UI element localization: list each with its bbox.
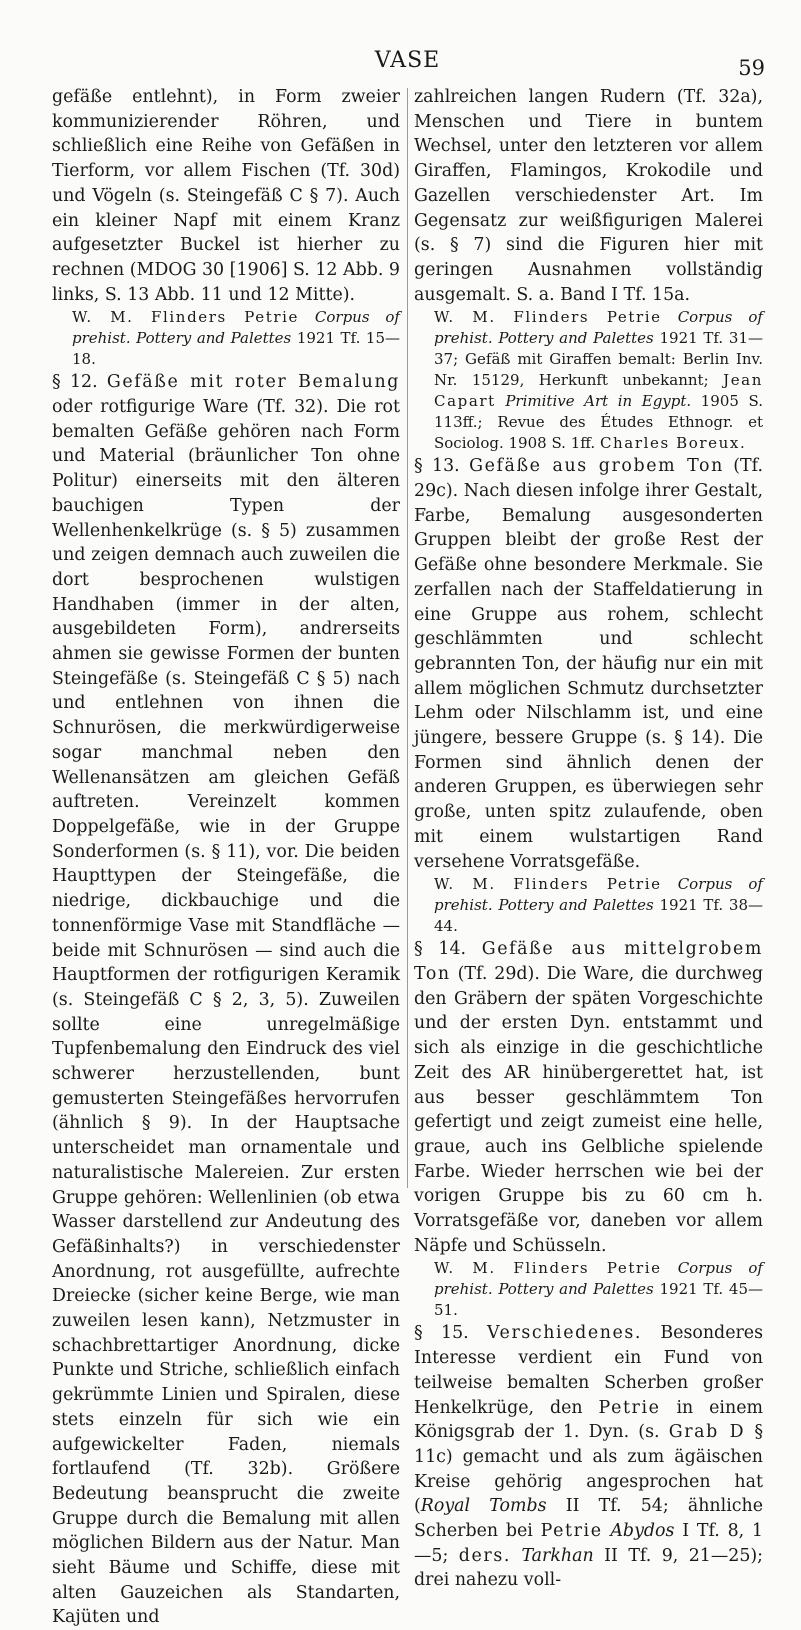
page-number: 59: [738, 56, 765, 80]
ref-detail: 1921 Tf. 45—51.: [434, 1280, 763, 1320]
page-header: [50, 40, 765, 80]
section-number: § 12.: [52, 372, 98, 393]
section-text: (Tf. 29d). Die Ware, die durchweg den Gräbern der späten Vorgeschichte und der ersten Dyn. entstammt und sich als einzige in die geschichtliche Zeit des AR hinübergerettet hat, ist aus besser geschlämmtem Ton gefertigt und zeigt zumeist eine helle, graue, auch ins Gelbliche spielende Farbe. Wieder herrschen wie bei der vorigen Gruppe bis zu 60 cm h. Vorratsgefäße vor, daneben vor allem Näpfe und Schüsseln.: [414, 963, 763, 1256]
section-number: § 13.: [414, 456, 460, 477]
section-text: Besonderes Interesse verdient ein Fund von teilweise bemalten Scherben großer Henkelkrüge, den: [414, 1323, 764, 1418]
ref-title: Corpus of prehist. Pottery and Palettes: [434, 875, 763, 915]
column-divider: [407, 88, 408, 1188]
section-text: II Tf. 54; ähnliche Scherben bei: [414, 1496, 763, 1542]
section-text: II Tf. 9, 21—25); drei nahezu voll-: [414, 1545, 764, 1591]
ref-title: Corpus of prehist. Pottery and Palettes: [72, 308, 400, 348]
section-heading: Gefäße aus mittelgrobem Ton: [414, 939, 763, 984]
ref-author: Jean Capart: [434, 371, 763, 411]
right-column: [414, 85, 763, 1593]
section-text: (Tf. 29c). Nach diesen infolge ihrer Gestalt, Farbe, Bemalung ausgesonderten Gruppen bleibt der große Rest der Gefäße ohne besondere Merkmale. Sie zerfallen nach der Staffeldatierung in eine Gruppe aus rohem, schlecht geschlämmten und schlecht gebrannten Ton, der häufig nur ein mit allem möglichen Schmutz durchsetzter Lehm oder Nilschlamm ist, und eine jüngere, bessere Gruppe (s. § 14). Die Formen sind ähnlich denen der anderen Gruppen, es überwiegen sehr große, unten spitz zulaufende, oben mit einem wulstartigen Rand versehene Vorratsgefäße.: [414, 456, 763, 872]
section-text: in einem Königsgrab der 1. Dyn. (s.: [414, 1397, 763, 1443]
paragraph: gefäße entlehnt), in Form zweier kommunizierender Röhren, und schließlich eine Reihe von Gefäßen in Tierform, vor allem Fischen (Tf. 30d) und Vögeln (s. Steingefäß C § 7). Auch ein kleiner Napf mit einem Kranz aufgesetzter Buckel ist hierher zu rechnen (MDOG 30 [1906] S. 12 Abb. 9 links, S. 13 Abb. 11 und 12 Mitte).: [52, 87, 400, 305]
reference: [414, 874, 763, 937]
section-15: [414, 1321, 763, 1593]
author-name: Petrie: [598, 1397, 661, 1418]
running-head: VASE: [374, 48, 441, 73]
ref-detail: 1905 S. 113ff.; Revue des Études Ethnogr. et Sociolog. 1908 S. 1ff.: [434, 392, 763, 453]
section-14: [414, 937, 763, 1258]
ref-title: Corpus of prehist. Pottery and Palettes: [434, 1259, 763, 1299]
work-title: Abydos: [610, 1521, 675, 1542]
ref-detail: 1921 Tf. 31—37; Gefäß mit Giraffen bemalt: Berlin Inv. Nr. 15129, Herkunft unbekannt;: [434, 329, 763, 390]
reference: [52, 307, 400, 370]
author-name: ders.: [458, 1545, 511, 1566]
ref-title: Primitive Art in Egypt.: [505, 392, 692, 411]
reference: [414, 1258, 763, 1321]
section-12: [52, 370, 400, 1630]
ref-detail: 1921 Tf. 38—44.: [434, 896, 763, 936]
paragraph: zahlreichen langen Rudern (Tf. 32a), Menschen und Tiere in buntem Wechsel, unter den letzteren vor allem Giraffen, Flamingos, Krokodile und Gazellen verschiedenster Art. Im Gegensatz zur weißfigurigen Malerei (s. § 7) sind die Figuren hier mit geringen Ausnahmen vollständig ausgemalt. S. a. Band I Tf. 15a.: [414, 87, 763, 305]
section-heading: Gefäße aus grobem Ton: [469, 456, 724, 477]
section-13: [414, 454, 763, 874]
ref-author: W. M. Flinders Petrie: [434, 875, 662, 894]
section-text: § 11c) gemacht und als zum ägäischen Kreise gehörig angesprochen hat (: [414, 1422, 764, 1517]
work-title: Tarkhan: [521, 1545, 594, 1566]
section-text: oder rotfigurige Ware (Tf. 32). Die rot bemalten Gefäße gehören nach Form und Material (bräunlicher Ton ohne Politur) einerseits mit den älteren bauchigen Typen der Wellenhenkelkrüge (s. § 5) zusammen und zeigen demnach auch zuweilen die dort besprochenen wulstigen Handhaben (immer in der alten, ausgebildeten Form), andrerseits ahmen sie gewisse Formen der bunten Steingefäße (s. Steingefäß C § 5) nach und entlehnen von ihnen die Schnurösen, die merkwürdigerweise sogar manchmal neben den Wellenansätzen am gleichen Gefäß auftreten. Vereinzelt kommen Doppelgefäße, wie in der Gruppe Sonderformen (s. § 11), vor. Die beiden Haupttypen der Steingefäße, die niedrige, dickbauchige und die tonnenförmige Vase mit Standfläche — beide mit Schnurösen — sind auch die Hauptformen der rotfigurigen Keramik (s. Steingefäß C § 2, 3, 5). Zuweilen sollte eine unregelmäßige Tupfenbemalung den Eindruck des viel schwerer herzustellenden, bunt gemusterten Steingefäßes hervorrufen (ähnlich § 9). In der Hauptsache unterscheidet man ornamentale und naturalistische Malereien. Zur ersten Gruppe gehören: Wellenlinien (ob etwa Wasser darstellend zur Andeutung des Gefäßinhalts?) in verschiedenster Anordnung, rot ausgefüllte, aufrechte Dreiecke (sicher keine Berge, wie man zuweilen lesen kann), Netzmuster in schachbrettartiger Anordnung, dicke Punkte und Striche, schließlich einfach gekrümmte Linien und Spiralen, diese stets einzeln für sich wie ein aufgewickelter Faden, niemals fortlaufend (Tf. 32b). Größere Bedeutung beansprucht die zweite Gruppe durch die Bemalung mit allen möglichen Bildern aus der Natur. Man sieht Bäume und Schiffe, diese mit alten Gauzeichen als Standarten, Kajüten und: [52, 397, 400, 1628]
ref-author: W. M. Flinders Petrie: [72, 308, 300, 327]
ref-detail: 1921 Tf. 15—18.: [72, 329, 400, 369]
section-text: I Tf. 8, 1—5;: [414, 1521, 763, 1566]
left-column: [52, 85, 400, 1630]
ref-author: Charles Boreux.: [599, 434, 747, 453]
section-number: § 14.: [414, 939, 467, 960]
reference: [414, 307, 763, 454]
grab-ref: Grab D: [668, 1422, 746, 1443]
section-heading: Gefäße mit roter Bemalung: [106, 372, 400, 393]
section-number: § 15.: [414, 1323, 469, 1344]
ref-title: Corpus of prehist. Pottery and Palettes: [434, 308, 763, 348]
section-heading: Verschiedenes.: [487, 1323, 643, 1344]
ref-author: W. M. Flinders Petrie: [434, 308, 662, 327]
author-name: Petrie: [540, 1521, 603, 1542]
ref-author: W. M. Flinders Petrie: [434, 1259, 662, 1278]
work-title: Royal Tombs: [420, 1496, 547, 1517]
